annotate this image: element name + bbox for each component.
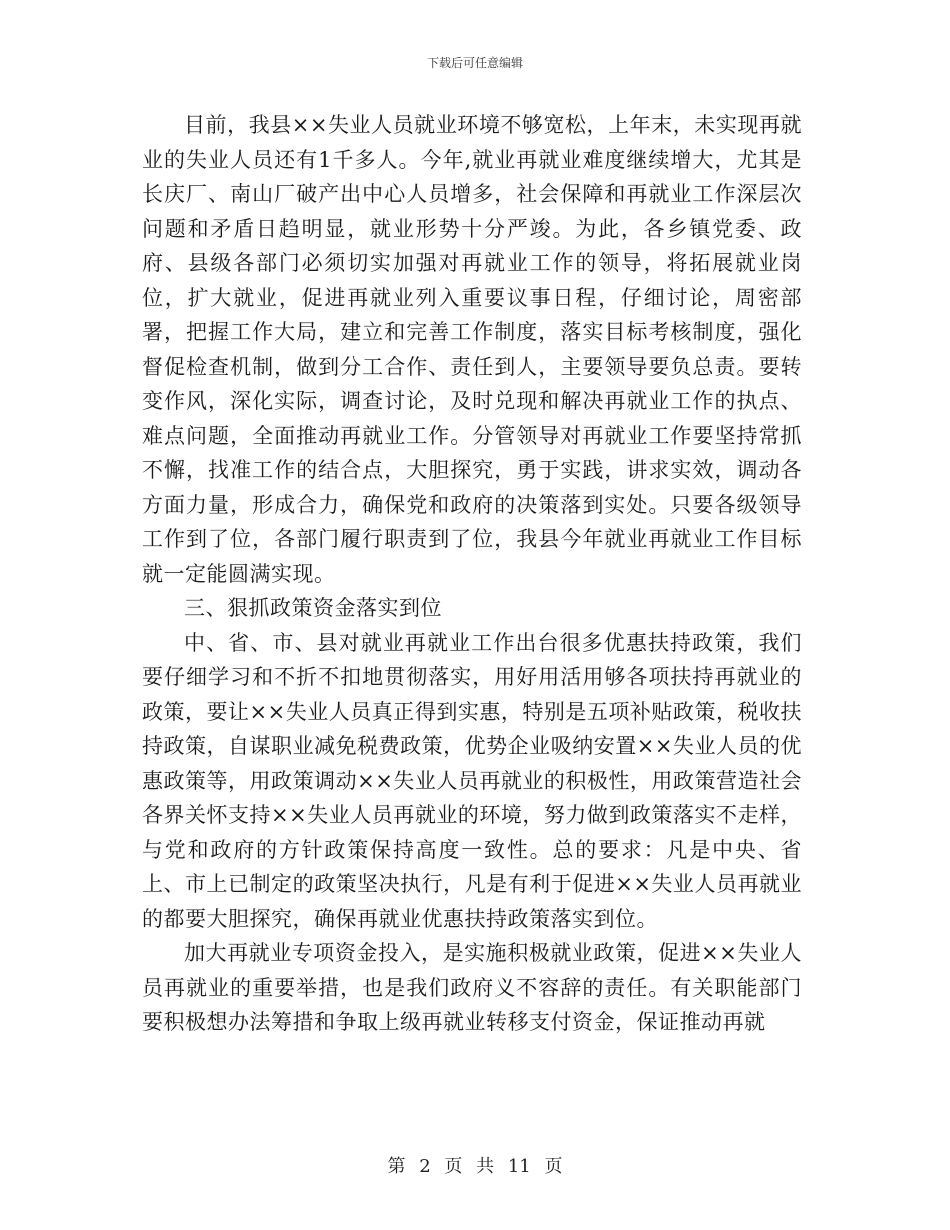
- page-number-footer: 第 2 页 共 11 页: [387, 1156, 563, 1177]
- paragraph-3: 加大再就业专项资金投入，是实施积极就业政策，促进××失业人员再就业的重要举措，也是我们政府义不容辞的责任。有关职能部门要积极想办法筹措和争取上级再就业转移支付资金，保证推动再就: [142, 941, 802, 1034]
- page-header-note: 下载后可任意编辑: [426, 56, 523, 70]
- section-heading-3: 三、狠抓政策资金落实到位: [184, 596, 442, 620]
- document-body: [142, 108, 802, 1040]
- paragraph-2: 中、省、市、县对就业再就业工作出台很多优惠扶持政策，我们要仔细学习和不折不扣地贯彻落实，用好用活用够各项扶持再就业的政策，要让××失业人员真正得到实惠，特别是五项补贴政策，税收扶持政策，自谋职业减免税费政策，优势企业吸纳安置××失业人员的优惠政策等，用政策调动××失业人员再就业的积极性，用政策营造社会各界关怀支持××失业人员再就业的环境，努力做到政策落实不走样，与党和政府的方针政策保持高度一致性。总的要求：凡是中央、省上、市上已制定的政策坚决执行，凡是有利于促进××失业人员再就业的都要大胆探究，确保再就业优惠扶持政策落实到位。: [142, 630, 802, 931]
- paragraph-1: 目前，我县××失业人员就业环境不够宽松，上年末，未实现再就业的失业人员还有1千多人。今年,就业再就业难度继续增大，尤其是长庆厂、南山厂破产出中心人员增多，社会保障和再就业工作深层次问题和矛盾日趋明显，就业形势十分严竣。为此，各乡镇党委、政府、县级各部门必须切实加强对再就业工作的领导，将拓展就业岗位，扩大就业，促进再就业列入重要议事日程，仔细讨论，周密部署，把握工作大局，建立和完善工作制度，落实目标考核制度，强化督促检查机制，做到分工合作、责任到人，主要领导要负总责。要转变作风，深化实际，调查讨论，及时兑现和解决再就业工作的执点、难点问题，全面推动再就业工作。分管领导对再就业工作要坚持常抓不懈，找准工作的结合点，大胆探究，勇于实践，讲求实效，调动各方面力量，形成合力，确保党和政府的决策落到实处。只要各级领导工作到了位，各部门履行职责到了位，我县今年就业再就业工作目标就一定能圆满实现。: [142, 113, 802, 586]
